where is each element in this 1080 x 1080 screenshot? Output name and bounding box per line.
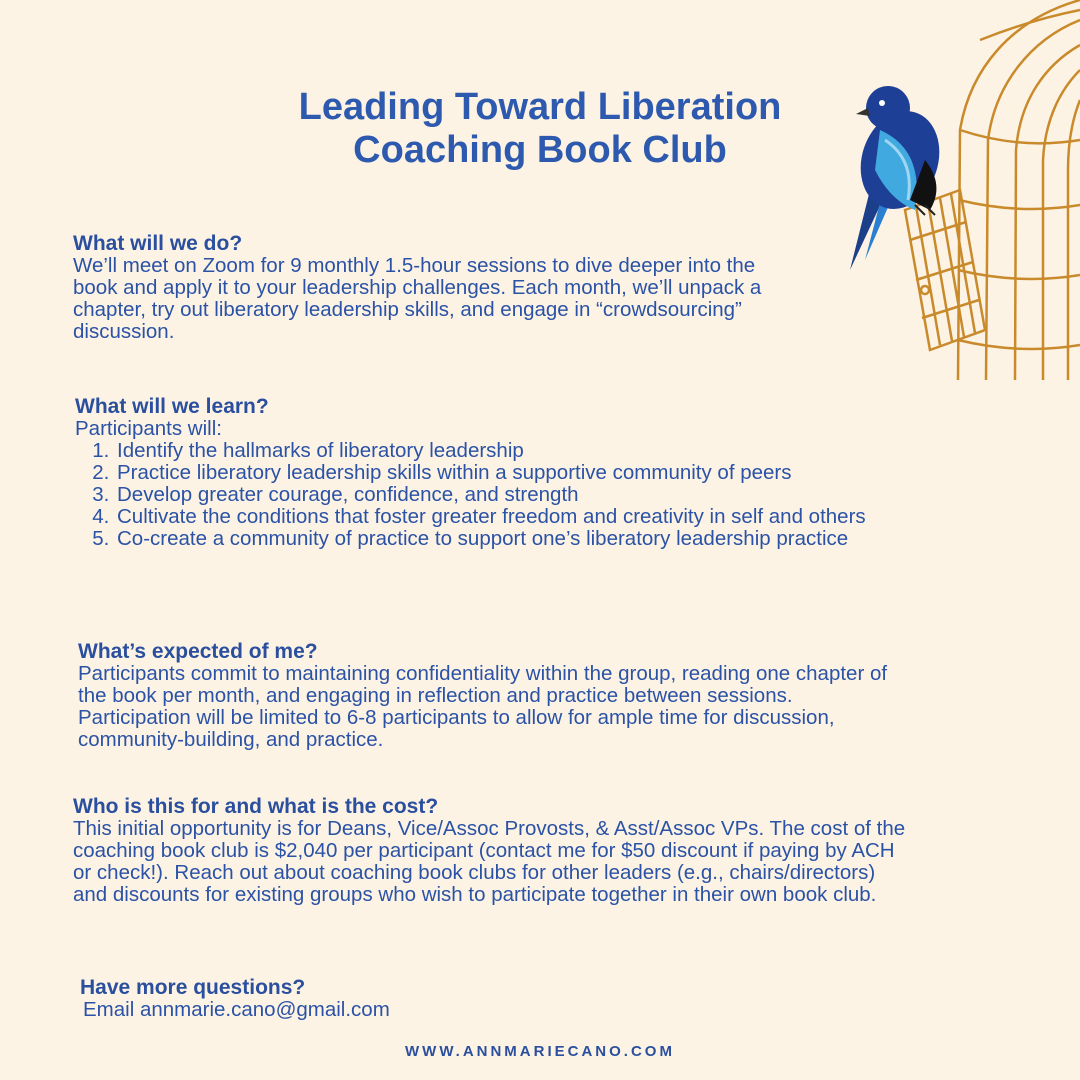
list-item: 1. Identify the hallmarks of liberatory leadership bbox=[115, 440, 895, 462]
section-body: This initial opportunity is for Deans, Vice/Assoc Provosts, & Asst/Assoc VPs. The cost of the coaching book club is $2,040 per participant (contact me for $50 discount if paying by ACH or check!). Reach out about coaching book clubs for other leaders (e.g., chairs/directors) and discounts for existing groups who wish to participate together in their own book club. bbox=[73, 817, 906, 906]
section-heading: Have more questions? bbox=[80, 976, 306, 999]
section-what-will-we-do bbox=[73, 233, 763, 343]
learning-outcomes-list bbox=[75, 440, 895, 550]
section-heading: What will we learn? bbox=[75, 395, 269, 418]
website-link[interactable]: WWW.ANNMARIECANO.COM bbox=[405, 1043, 675, 1060]
list-item: 3. Develop greater courage, confidence, and strength bbox=[115, 484, 895, 506]
contact-email[interactable]: Email annmarie.cano@gmail.com bbox=[83, 998, 390, 1021]
section-more-questions bbox=[80, 977, 680, 1021]
section-what-will-we-learn bbox=[75, 396, 895, 550]
list-item: 4. Cultivate the conditions that foster greater freedom and creativity in self and others bbox=[115, 506, 895, 528]
list-item: 5. Co-create a community of practice to support one’s liberatory leadership practice bbox=[115, 528, 895, 550]
section-heading: Who is this for and what is the cost? bbox=[73, 795, 439, 818]
section-body: Participants commit to maintaining confidentiality within the group, reading one chapter of the book per month, and engaging in reflection and practice between sessions. Participation will be limited to 6-8 participants to allow for ample time for discussion, community-building, and practice. bbox=[78, 662, 888, 751]
bird-and-cage-illustration bbox=[830, 0, 1080, 390]
section-whats-expected bbox=[78, 641, 898, 751]
section-who-and-cost bbox=[73, 796, 913, 906]
title-line-2: Coaching Book Club bbox=[353, 129, 727, 171]
section-heading: What’s expected of me? bbox=[78, 640, 318, 663]
title-line-1: Leading Toward Liberation bbox=[298, 86, 782, 128]
section-heading: What will we do? bbox=[73, 232, 243, 255]
section-body: We’ll meet on Zoom for 9 monthly 1.5-hour sessions to dive deeper into the book and apply it to your leadership challenges. Each month, we’ll unpack a chapter, try out liberatory leadership skills, and engage in “crowdsourcing” discussion. bbox=[73, 254, 762, 343]
page-title bbox=[200, 86, 880, 172]
section-intro: Participants will: bbox=[75, 417, 222, 440]
list-item: 2. Practice liberatory leadership skills within a supportive community of peers bbox=[115, 462, 895, 484]
